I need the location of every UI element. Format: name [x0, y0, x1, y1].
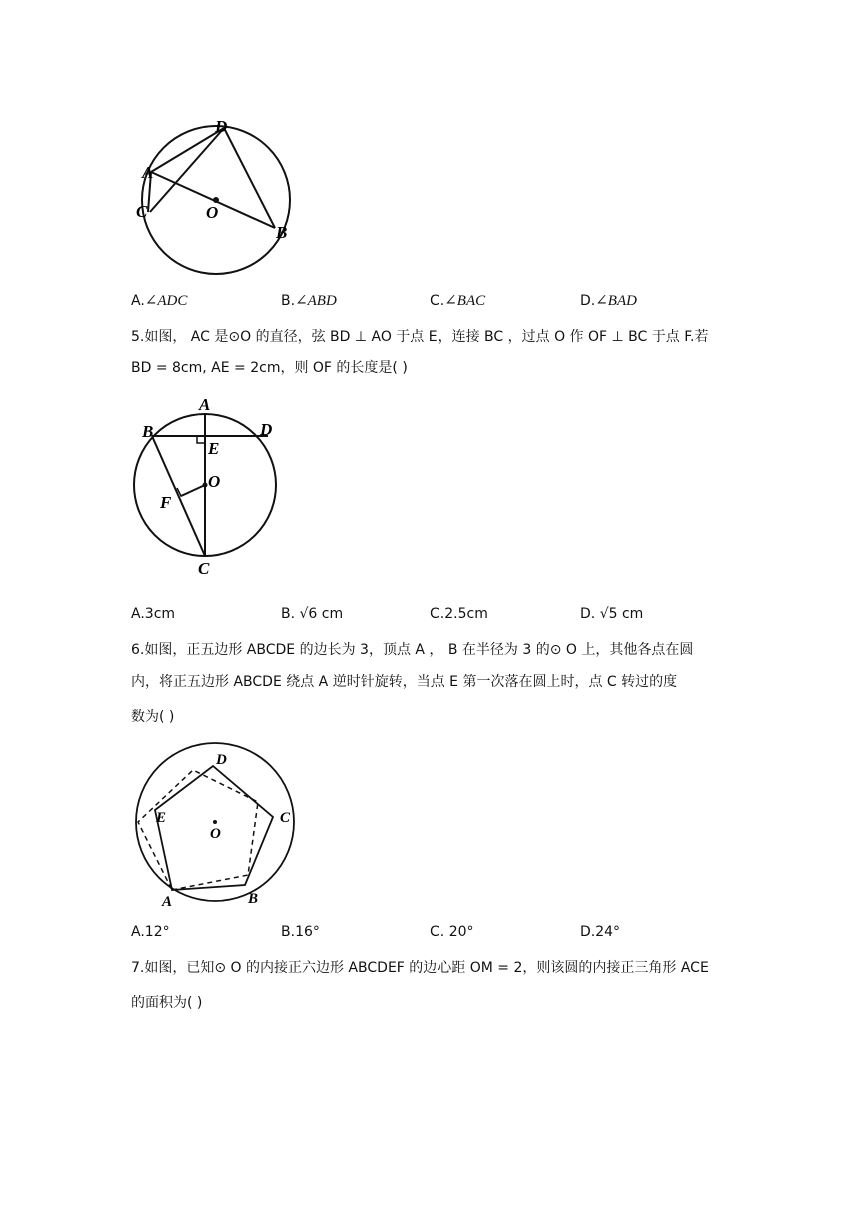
q6-option-c[interactable] [430, 922, 474, 942]
q5-question-line1: 5.如图， AC 是⊙O 的直径，弦 BD ⊥ AO 于点 E，连接 BC ，过点 O 作 OF ⊥ BC 于点 F.若 [131, 329, 709, 345]
fig2-label-f: F [160, 493, 172, 512]
q5-option-a[interactable] [131, 604, 175, 624]
figure-q4-circle [128, 110, 308, 280]
fig1-label-b: B [276, 223, 288, 242]
fig2-label-a: A [199, 395, 211, 414]
q6-option-a-text: 12° [144, 924, 170, 940]
q6-option-d-letter: D. [580, 924, 596, 940]
q6-question-line3: 数为( ) [131, 709, 175, 725]
q4-option-d-letter: D. [580, 293, 596, 309]
fig2-label-c: C [198, 559, 210, 578]
q5-option-a-letter: A. [131, 606, 145, 622]
q4-option-c[interactable] [430, 291, 485, 311]
q4-option-a-text: ∠ADC [144, 293, 188, 309]
fig1-label-c: C [136, 202, 148, 221]
fig1-label-d: D [215, 117, 228, 136]
q4-option-c-text: ∠BAC [444, 293, 486, 309]
q4-option-b-letter: B. [281, 293, 296, 309]
q4-option-a-letter: A. [131, 293, 145, 309]
q6-option-d-text: 24° [595, 924, 621, 940]
q5-option-b-letter: B. [281, 606, 296, 622]
q6-option-d[interactable] [580, 922, 620, 942]
q4-option-d[interactable] [580, 291, 637, 311]
q5-option-b[interactable] [281, 604, 343, 624]
fig3-label-d: D [216, 752, 227, 768]
q5-option-c-text: 2.5cm [444, 606, 488, 622]
fig2-label-o: O [208, 472, 221, 491]
fig2-label-d: D [260, 420, 273, 439]
figure-q6-pentagon [130, 742, 305, 912]
q5-option-c-letter: C. [430, 606, 445, 622]
q6-option-a-letter: A. [131, 924, 145, 940]
fig1-label-o: O [206, 203, 219, 222]
q6-option-c-text: 20° [448, 924, 474, 940]
fig3-label-b: B [248, 891, 259, 907]
q5-option-d[interactable] [580, 604, 643, 624]
fig3-label-e: E [156, 810, 167, 826]
fig3-label-a: A [162, 894, 173, 910]
q5-question-line2: BD = 8cm, AE = 2cm，则 OF 的长度是( ) [131, 360, 408, 376]
q7-question-line1: 7.如图，已知⊙ O 的内接正六边形 ABCDEF 的边心距 OM = 2，则该圆的内接正三角形 ACE [131, 960, 709, 976]
fig2-label-b: B [142, 422, 154, 441]
q4-option-c-letter: C. [430, 293, 445, 309]
fig3-label-c: C [280, 810, 291, 826]
figure-q5-circle [128, 392, 288, 582]
fig3-label-o: O [210, 826, 221, 842]
q6-option-b[interactable] [281, 922, 320, 942]
q6-option-b-letter: B. [281, 924, 296, 940]
q6-option-b-text: 16° [295, 924, 320, 940]
q4-option-a[interactable] [131, 291, 187, 311]
fig1-label-a: A [142, 163, 154, 182]
q5-option-c[interactable] [430, 604, 488, 624]
q5-option-b-text: √6 cm [299, 606, 344, 622]
q6-option-a[interactable] [131, 922, 170, 942]
q4-option-b-text: ∠ABD [295, 293, 337, 309]
q6-question-line2: 内，将正五边形 ABCDE 绕点 A 逆时针旋转，当点 E 第一次落在圆上时，点 C 转过的度 [131, 674, 678, 690]
q4-option-d-text: ∠BAD [595, 293, 637, 309]
q7-question-line2: 的面积为( ) [131, 995, 203, 1011]
q6-question-line1: 6.如图，正五边形 ABCDE 的边长为 3，顶点 A ， B 在半径为 3 的⊙ O 上，其他各点在圆 [131, 642, 694, 658]
q5-option-d-text: √5 cm [599, 606, 644, 622]
q5-option-a-text: 3cm [144, 606, 176, 622]
fig2-label-e: E [208, 439, 220, 458]
q6-option-c-letter: C. [430, 924, 445, 940]
q5-option-d-letter: D. [580, 606, 596, 622]
q4-option-b[interactable] [281, 291, 337, 311]
